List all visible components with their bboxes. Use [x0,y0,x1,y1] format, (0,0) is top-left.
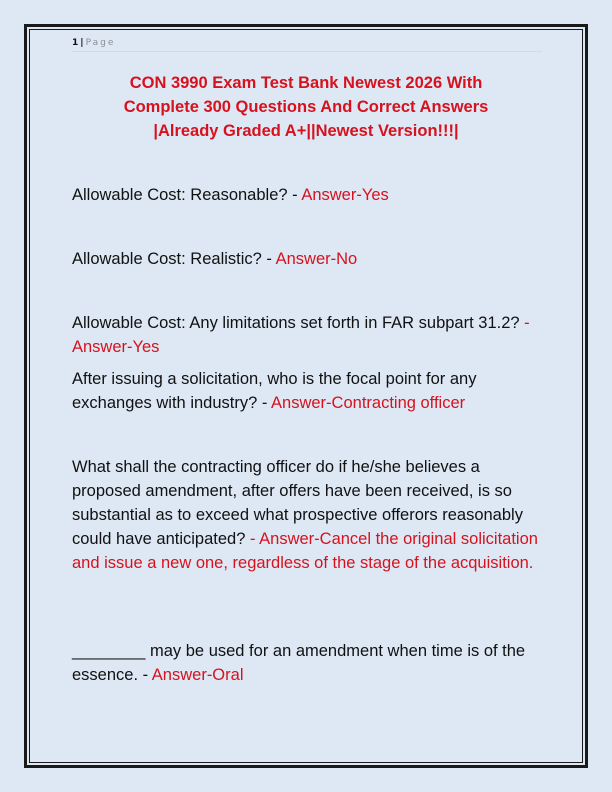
question-text: Allowable Cost: Realistic? - [72,250,276,268]
qa-item-1 [72,183,544,207]
title-line-3: |Already Graded A+||Newest Version!!!| [153,122,459,140]
question-text: What shall the contracting officer do if he/she believes a proposed amendment, after offers have been received, is so substantial as to exceed what prospective offerors reasonably could have anticipated? [72,458,523,548]
qa-item-2 [72,247,544,271]
qa-item-5 [72,455,544,575]
qa-item-3 [72,311,544,359]
question-text: After issuing a solicitation, who is the focal point for any exchanges with industry? - [72,370,477,412]
answer-text: Answer-No [275,250,358,268]
page-label: Page [85,38,116,48]
answer-text: Answer-Yes [301,186,389,204]
question-text: Allowable Cost: Reasonable? - [72,186,302,204]
qa-item-4 [72,367,544,415]
question-text: Allowable Cost: Any limitations set forth in FAR subpart 31.2? [72,314,525,332]
qa-item-6 [72,639,544,687]
document-title [60,71,552,143]
answer-text: Answer-Oral [151,666,244,684]
answer-text: Answer-Contracting officer [271,394,466,412]
question-text: ________ may be used for an amendment when time is of the essence. - [72,642,526,684]
answer-text: - Answer-Cancel the original solicitation and issue a new one, regardless of the stage of the acquisition. [72,530,538,572]
page-header [72,36,542,52]
header-separator: | [80,38,84,48]
title-line-2: Complete 300 Questions And Correct Answers [123,98,489,116]
answer-text: - Answer-Yes [72,314,530,356]
title-line-1: CON 3990 Exam Test Bank Newest 2026 With [129,74,483,92]
page-number: 1 [72,38,79,48]
